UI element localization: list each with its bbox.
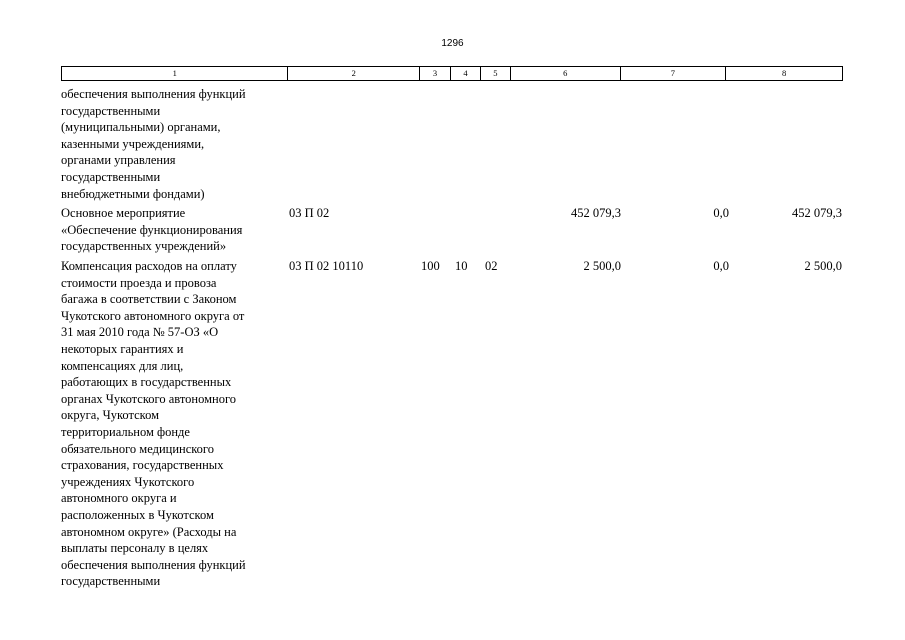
- header-col-5: 5: [481, 67, 511, 80]
- row-text-line: Основное мероприятие: [61, 206, 186, 220]
- row-text-line: государственных учреждений»: [61, 239, 227, 254]
- row-col5: 02: [485, 259, 498, 273]
- row-text-line: автономном округе» (Расходы на: [61, 524, 237, 539]
- row-text-line: внебюджетными фондами): [61, 186, 205, 201]
- row-amount-col8: 2 500,0: [804, 259, 842, 273]
- row-text-line: выплаты персоналу в целях: [61, 541, 209, 556]
- row-text-line: автономного округа и: [61, 491, 177, 506]
- row-text-line: органах Чукотского автономного: [61, 391, 237, 406]
- row-text-line: стоимости проезда и провоза: [61, 275, 217, 290]
- row-text-line: Чукотского автономного округа от: [61, 308, 245, 323]
- header-col-4: 4: [451, 67, 481, 80]
- header-col-7: 7: [621, 67, 727, 80]
- row-text-line: 31 мая 2010 года № 57-ОЗ «О: [61, 325, 219, 340]
- row-amount-col6: 2 500,0: [583, 259, 621, 273]
- row-amount-col7: 0,0: [713, 206, 729, 220]
- row-text-line: «Обеспечение функционирования: [61, 222, 243, 237]
- row-amount-col7: 0,0: [713, 259, 729, 273]
- row-text-line: обязательного медицинского: [61, 441, 215, 456]
- table-row: [61, 258, 246, 590]
- row-text-line: органами управления: [61, 153, 176, 168]
- header-col-2: 2: [288, 67, 420, 80]
- row-text-line: некоторых гарантиях и: [61, 341, 184, 356]
- table-row: [61, 86, 246, 202]
- header-col-6: 6: [511, 67, 621, 80]
- row-code: 03 П 02: [289, 206, 330, 220]
- row-text-line: казенными учреждениями,: [61, 136, 205, 151]
- row-text-line: государственными: [61, 103, 161, 118]
- row-text-line: государственными: [61, 574, 161, 589]
- row-text-line: округа, Чукотском: [61, 408, 160, 423]
- row-text-line: компенсациях для лиц,: [61, 358, 184, 373]
- row-text-line: учреждениях Чукотского: [61, 474, 195, 489]
- row-text-line: Компенсация расходов на оплату: [61, 259, 237, 273]
- row-text-line: багажа в соответствии с Законом: [61, 292, 237, 307]
- table-header: [61, 66, 843, 81]
- row-text-line: обеспечения выполнения функций: [61, 557, 246, 572]
- row-col4: 10: [455, 259, 468, 273]
- header-col-1: 1: [62, 67, 288, 80]
- row-text-line: территориальном фонде: [61, 424, 190, 439]
- row-amount-col8: 452 079,3: [792, 206, 842, 220]
- header-col-8: 8: [782, 68, 787, 79]
- row-text-line: работающих в государственных: [61, 375, 232, 390]
- page-number: 1296: [441, 38, 464, 49]
- header-col-3: 3: [420, 67, 451, 80]
- row-text-line: (муниципальными) органами,: [61, 120, 221, 135]
- table-row: [61, 205, 242, 255]
- row-col3: 100: [421, 259, 440, 273]
- row-amount-col6: 452 079,3: [571, 206, 621, 220]
- row-code: 03 П 02 10110: [289, 259, 364, 273]
- row-text-line: страхования, государственных: [61, 458, 224, 473]
- row-text-line: обеспечения выполнения функций: [61, 87, 246, 101]
- row-text-line: государственными: [61, 169, 161, 184]
- row-text-line: расположенных в Чукотском: [61, 507, 214, 522]
